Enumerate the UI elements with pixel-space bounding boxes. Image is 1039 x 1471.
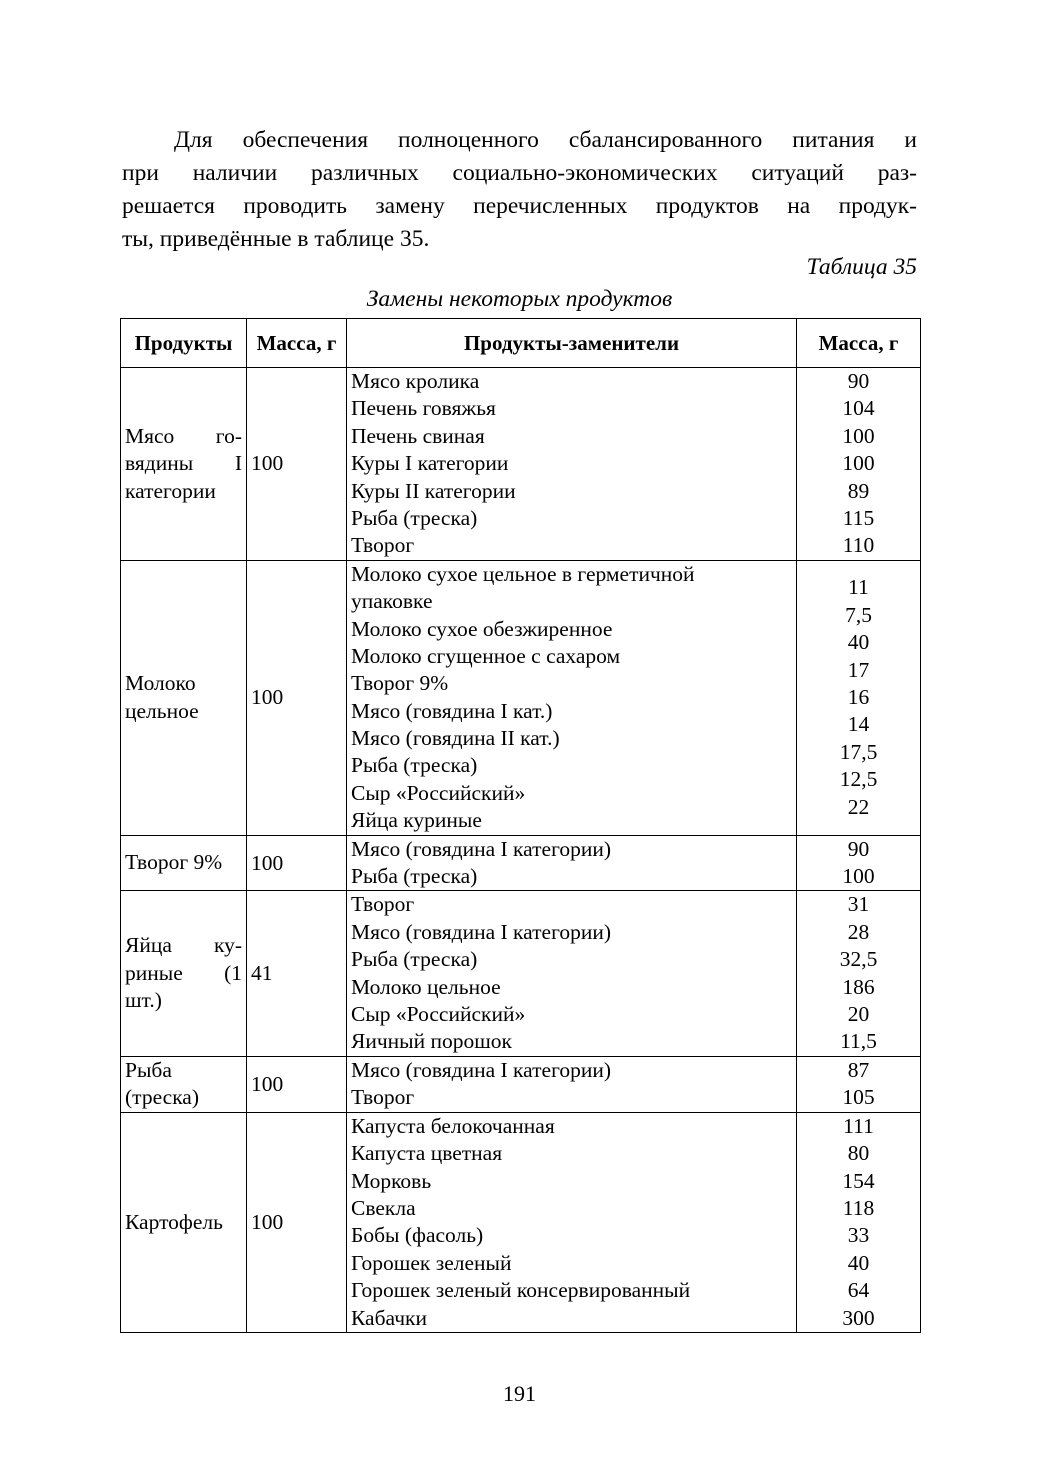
intro-paragraph [122, 124, 917, 256]
substitute-name: Творог 9% [351, 671, 449, 696]
table-title: Замены некоторых продуктов [366, 286, 673, 312]
substitute-mass: 7,5 [845, 602, 872, 627]
substitute-mass: 105 [842, 1085, 875, 1110]
substitute-mass: 16 [847, 684, 870, 709]
substitute-mass: 64 [847, 1278, 870, 1303]
table-row [121, 368, 921, 561]
substitute-mass: 115 [842, 505, 875, 530]
substitute-mass: 28 [847, 919, 870, 944]
header-mass: Масса, г [247, 319, 347, 368]
product-mass-cell: 41 [247, 891, 347, 1056]
product-mass-cell: 100 [247, 560, 347, 835]
substitute-name: Мясо (говядина I кат.) [351, 698, 553, 723]
substitute-mass-cell [797, 560, 921, 835]
substitute-name: Бобы (фасоль) [351, 1223, 484, 1248]
substitute-name: Сыр «Российский» [351, 1001, 526, 1026]
substitute-mass-cell [797, 368, 921, 561]
substitute-mass: 89 [847, 478, 870, 503]
substitute-mass-cell [797, 891, 921, 1056]
substitute-name: Яйца куриные [351, 808, 482, 833]
substitute-name: Кабачки [351, 1305, 427, 1330]
substitute-name: Горошек зеленый [351, 1250, 512, 1275]
substitutes-cell [347, 560, 797, 835]
product-mass-cell: 100 [247, 835, 347, 891]
substitute-name: Морковь [351, 1168, 432, 1193]
product-name-line: вядины I [125, 451, 242, 476]
substitutes-cell [347, 835, 797, 891]
substitute-mass: 80 [847, 1141, 870, 1166]
substitute-mass: 186 [842, 974, 875, 999]
product-name-line: цельное [125, 698, 199, 723]
substitute-name: Куры I категории [351, 451, 509, 476]
substitute-mass: 90 [847, 836, 870, 861]
substitutes-cell [347, 1112, 797, 1332]
substitute-name: Рыба (треска) [351, 864, 478, 889]
substitute-mass: 100 [842, 423, 875, 448]
substitute-name: Мясо (говядина II кат.) [351, 726, 560, 751]
substitute-mass: 100 [842, 451, 875, 476]
substitute-name: Яичный порошок [351, 1029, 512, 1054]
substitute-mass: 40 [847, 630, 870, 655]
header-substitutes: Продукты-заменители [347, 319, 797, 368]
substitute-name: Капуста цветная [351, 1141, 503, 1166]
substitute-name: Молоко цельное [351, 974, 501, 999]
substitute-name: Творог [351, 533, 415, 558]
substitute-mass: 100 [842, 864, 875, 889]
product-name-line: шт.) [125, 988, 162, 1013]
product-name-line: Яйца ку- [125, 933, 242, 958]
substitutes-cell [347, 1056, 797, 1112]
intro-line: Для обеспечения полноценного сбалансированного питания и [174, 127, 917, 153]
substitute-name: Рыба (треска) [351, 947, 478, 972]
substitute-mass: 32,5 [839, 947, 878, 972]
substitute-mass: 33 [847, 1223, 870, 1248]
substitution-table [120, 318, 921, 1333]
substitute-name: Мясо (говядина I категории) [351, 1057, 612, 1082]
substitute-mass: 104 [842, 396, 875, 421]
substitute-mass: 20 [847, 1001, 870, 1026]
substitute-mass: 17,5 [839, 739, 878, 764]
substitute-mass: 87 [847, 1057, 870, 1082]
table-row [121, 1056, 921, 1112]
product-cell [121, 368, 247, 561]
substitute-name: Творог [351, 1085, 415, 1110]
product-cell [121, 560, 247, 835]
product-name-line: Молоко [125, 671, 196, 696]
substitute-mass: 118 [842, 1195, 875, 1220]
page-number: 191 [503, 1381, 536, 1406]
substitute-name: Печень свиная [351, 423, 485, 448]
substitute-mass: 110 [842, 533, 875, 558]
product-name-line: Творог 9% [125, 850, 223, 875]
substitute-mass: 12,5 [839, 767, 878, 792]
substitute-name: Свекла [351, 1195, 416, 1220]
substitute-mass-cell [797, 1112, 921, 1332]
product-mass-cell: 100 [247, 1056, 347, 1112]
substitute-mass: 22 [847, 794, 870, 819]
product-name-line: риные (1 [125, 960, 242, 985]
substitute-name: Молоко сухое обезжиренное [351, 616, 613, 641]
substitute-mass-cell [797, 1056, 921, 1112]
substitute-name: Сыр «Российский» [351, 780, 526, 805]
product-name-line: Рыба [125, 1057, 172, 1082]
substitute-mass: 90 [847, 369, 870, 393]
table-row [121, 891, 921, 1056]
intro-line: ты, приведённые в таблице 35. [122, 226, 430, 252]
header-substitute-mass: Масса, г [797, 319, 921, 368]
substitutes-cell [347, 891, 797, 1056]
substitute-name: Молоко сухое цельное в герметичной [351, 561, 695, 586]
product-cell [121, 1112, 247, 1332]
substitute-name: Куры II категории [351, 478, 516, 503]
table-row [121, 1112, 921, 1332]
substitute-mass: 31 [847, 892, 870, 917]
substitute-mass: 111 [843, 1113, 874, 1138]
table-number-label: Таблица 35 [806, 254, 917, 280]
substitute-name: Молоко сгущенное с сахаром [351, 643, 621, 668]
substitute-mass: 11,5 [840, 1029, 877, 1054]
product-name-line: Картофель [125, 1209, 223, 1234]
substitutes-cell [347, 368, 797, 561]
substitute-name: Горошек зеленый консервированный [351, 1278, 691, 1303]
substitute-mass: 40 [847, 1250, 870, 1275]
product-cell [121, 891, 247, 1056]
product-name-line: категории [125, 478, 216, 503]
substitute-mass: 17 [847, 657, 870, 682]
table-header-row [121, 319, 921, 368]
substitute-name: Творог [351, 892, 415, 917]
substitute-mass: 11 [848, 575, 869, 600]
substitute-name: Рыба (треска) [351, 505, 478, 530]
intro-line: при наличии различных социально-экономических ситуаций раз- [122, 160, 917, 186]
table-row [121, 835, 921, 891]
substitute-mass: 14 [847, 712, 870, 737]
substitute-name: Печень говяжья [351, 396, 496, 421]
substitute-mass: 300 [842, 1305, 875, 1330]
table-row [121, 560, 921, 835]
product-cell [121, 1056, 247, 1112]
header-products: Продукты [121, 319, 247, 368]
product-name-line: Мясо го- [125, 423, 242, 448]
substitute-mass: 154 [842, 1168, 875, 1193]
substitute-name: Мясо (говядина I категории) [351, 836, 612, 861]
substitute-name: Мясо (говядина I категории) [351, 919, 612, 944]
product-cell [121, 835, 247, 891]
substitute-name: Рыба (треска) [351, 753, 478, 778]
substitute-name: упаковке [351, 589, 433, 614]
product-mass-cell: 100 [247, 368, 347, 561]
substitute-mass-cell [797, 835, 921, 891]
product-name-line: (треска) [125, 1085, 200, 1110]
intro-line: решается проводить замену перечисленных продуктов на продук- [122, 193, 917, 219]
product-mass-cell: 100 [247, 1112, 347, 1332]
substitute-name: Капуста белокочанная [351, 1113, 555, 1138]
substitute-name: Мясо кролика [351, 369, 480, 393]
